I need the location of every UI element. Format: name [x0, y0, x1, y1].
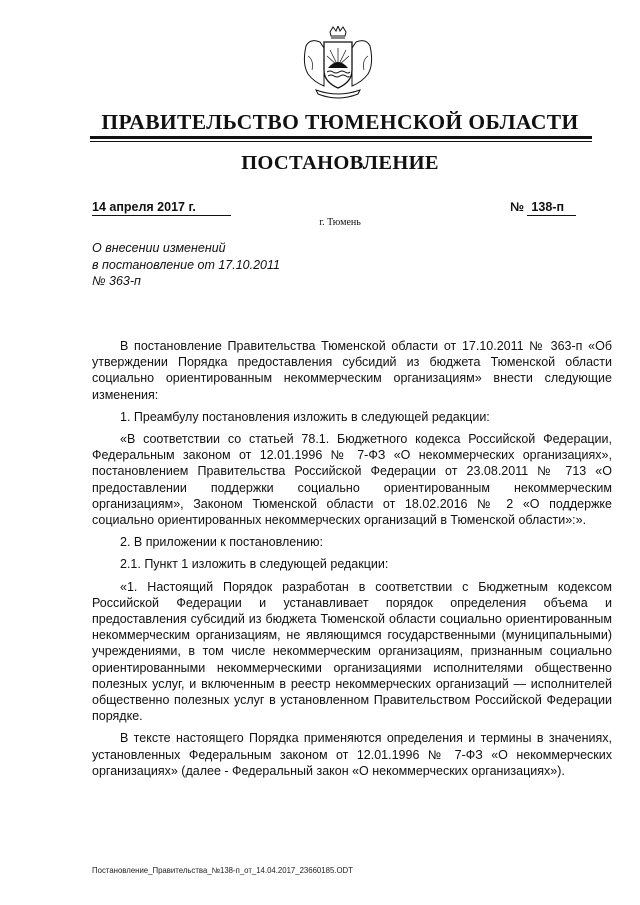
document-city: г. Тюмень	[319, 217, 361, 228]
subject-line: О внесении изменений	[92, 241, 226, 255]
body-paragraph: 1. Преамбулу постановления изложить в следующей редакции:	[120, 409, 490, 424]
document-subject	[92, 240, 280, 290]
body-paragraph: «1. Настоящий Порядок разработан в соответствии с Бюджетным кодексом Российской Федерации и устанавливает порядок определения объема и предоставления субсидий из бюджета Тюменской области социально ориентированным некоммерческим организациям, не являющимся государственными (муниципальными) учреждениями, в том числе некоммерческим организациям, признанным социально ориентированными некоммерческими организациями исполнителями общественно полезных услуг, и включенным в реестр некоммерческих организаций — исполнителей общественно полезных услуг в установленном Правительством Российской Федерации порядке.	[92, 579, 612, 724]
body-paragraph: «В соответствии со статьей 78.1. Бюджетного кодекса Российской Федерации, Федеральным законом от 12.01.1996 № 7-ФЗ «О некоммерческих организациях», постановлением Правительства Российской Федерации от 23.08.2011 № 713 «О предоставлении поддержки социально ориентированным некоммерческим организациям», Законом Тюменской области от 18.02.2016 № 2 «О поддержке социально ориентированных некоммерческих организаций в Тюменской области»:».	[92, 432, 612, 528]
header-rule-thick	[90, 136, 592, 139]
body-paragraph: 2.1. Пункт 1 изложить в следующей редакции:	[120, 557, 389, 572]
coat-of-arms-emblem-icon	[296, 26, 380, 100]
body-paragraph: В тексте настоящего Порядка применяются определения и термины в значениях, установленных Федеральным законом от 12.01.1996 № 7-ФЗ «О некоммерческих организациях» (далее - Федеральный закон «О некоммерческих организациях»).	[92, 731, 612, 778]
subject-line: в постановление от 17.10.2011	[92, 257, 280, 272]
number-sign: №	[510, 200, 524, 214]
document-type-title: ПОСТАНОВЛЕНИЕ	[241, 152, 439, 174]
body-paragraph: 2. В приложении к постановлению:	[120, 535, 323, 550]
number-value: 138-п	[527, 200, 576, 216]
document-body	[92, 338, 612, 785]
footer-filename: Постановление_Правительства_№138-п_от_14.04.2017_23660185.ODT	[92, 866, 353, 875]
body-paragraph: В постановление Правительства Тюменской области от 17.10.2011 № 363-п «Об утверждении Порядка предоставления субсидий из бюджета Тюменской области социально ориентированным некоммерческим организациям» внести следующие изменения:	[92, 339, 612, 402]
document-date: 14 апреля 2017 г.	[92, 200, 231, 216]
subject-line: № 363-п	[92, 274, 141, 288]
document-number	[510, 200, 576, 216]
organization-title: ПРАВИТЕЛЬСТВО ТЮМЕНСКОЙ ОБЛАСТИ	[101, 110, 579, 134]
header-rule-thin	[90, 141, 592, 142]
